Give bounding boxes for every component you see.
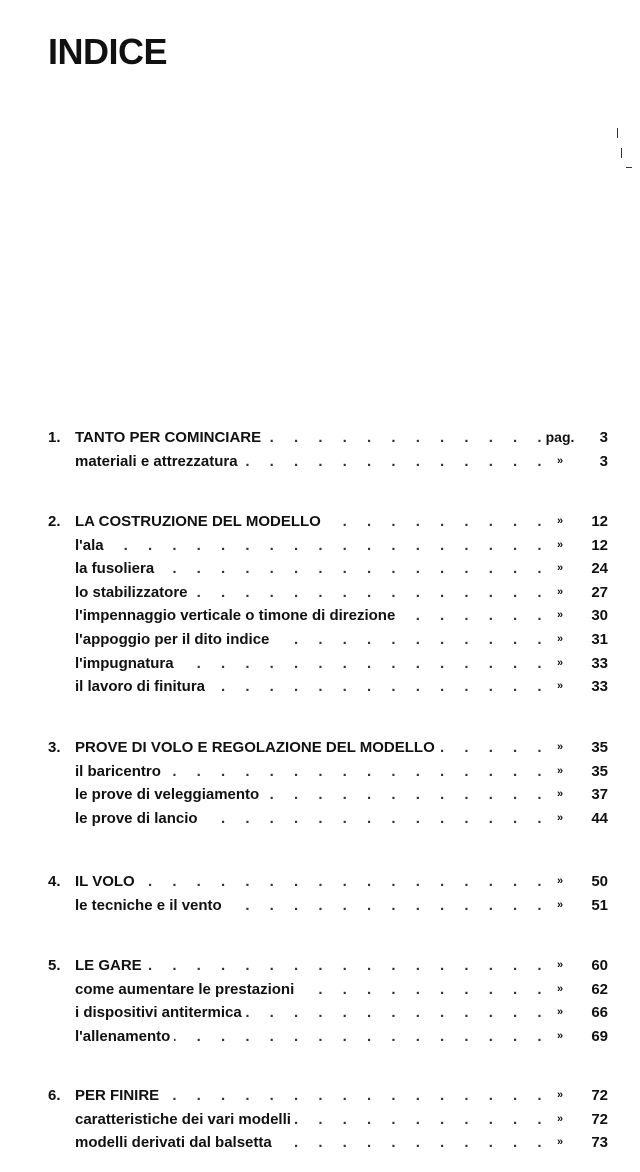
toc-entry-row[interactable]: [0, 894, 640, 918]
entry-title-text: l'appoggio per il dito indice: [75, 631, 273, 648]
page-ref-marker: »: [556, 898, 564, 911]
page-number: 60: [591, 957, 608, 974]
entry-title-text: LE GARE: [75, 957, 146, 974]
scan-mark: [621, 148, 622, 158]
entry-title: [75, 760, 545, 784]
entry-title: [75, 1131, 545, 1155]
chapter-number: 5.: [48, 957, 61, 974]
chapter-number: 3.: [48, 739, 61, 756]
page-ref-marker: »: [556, 764, 564, 777]
page-number: 31: [591, 630, 608, 648]
page-number: 37: [591, 786, 608, 804]
page-ref-marker: »: [556, 585, 564, 598]
page-ref-marker: »: [556, 609, 564, 622]
toc-chapter-row[interactable]: [0, 954, 640, 978]
page-number: 35: [591, 762, 608, 780]
page-ref-marker: »: [556, 1136, 564, 1149]
entry-title: [75, 510, 545, 534]
entry-title: [75, 557, 545, 581]
page-number: 30: [591, 607, 608, 625]
entry-title: [75, 1001, 545, 1025]
page-ref-marker: »: [556, 982, 564, 995]
entry-title-text: come aumentare le prestazioni: [75, 981, 298, 998]
page-number: 66: [591, 1004, 608, 1022]
entry-title-text: l'impugnatura: [75, 655, 178, 672]
page-ref-marker: »: [556, 959, 564, 971]
toc-entry-row[interactable]: [0, 783, 640, 807]
page-number: 27: [591, 583, 608, 601]
entry-title-text: LA COSTRUZIONE DEL MODELLO: [75, 513, 325, 530]
toc-entry-row[interactable]: [0, 557, 640, 581]
page-ref-marker: »: [556, 562, 564, 575]
entry-title-text: caratteristiche dei vari modelli: [75, 1111, 295, 1128]
toc-section: [0, 870, 640, 917]
entry-title-text: l'allenamento: [75, 1028, 174, 1045]
page-number: 72: [591, 1087, 608, 1104]
page-number: 12: [591, 536, 608, 554]
page-ref-marker: »: [556, 875, 564, 887]
entry-title: [75, 1025, 545, 1049]
page-number: 12: [591, 513, 608, 530]
entry-title-text: le prove di lancio: [75, 810, 202, 827]
entry-title: [75, 1084, 545, 1108]
scan-mark: [617, 128, 618, 138]
page-number: 69: [591, 1027, 608, 1045]
entry-title: [75, 1108, 545, 1132]
page-number: 3: [599, 429, 608, 446]
page-number: 35: [591, 739, 608, 756]
entry-title: [75, 604, 545, 628]
page-number: 50: [591, 873, 608, 890]
toc-entry-row[interactable]: [0, 1001, 640, 1025]
toc-entry-row[interactable]: [0, 628, 640, 652]
toc-entry-row[interactable]: [0, 1025, 640, 1049]
entry-title: [75, 450, 545, 474]
entry-title: [75, 675, 545, 699]
page-number: 44: [591, 809, 608, 827]
page-number: 62: [591, 980, 608, 998]
entry-title: [75, 783, 545, 807]
toc-chapter-row[interactable]: [0, 870, 640, 894]
toc-chapter-row[interactable]: [0, 426, 640, 450]
entry-title-text: IL VOLO: [75, 873, 139, 890]
toc-entry-row[interactable]: [0, 1108, 640, 1132]
entry-title-text: PER FINIRE: [75, 1087, 163, 1104]
entry-title-text: i dispositivi antitermica: [75, 1004, 246, 1021]
chapter-number: 6.: [48, 1087, 61, 1104]
page-ref-marker: »: [556, 1029, 564, 1042]
entry-title-text: modelli derivati dal balsetta: [75, 1134, 276, 1151]
toc-entry-row[interactable]: [0, 534, 640, 558]
page-ref-marker: »: [556, 811, 564, 824]
page-number: 33: [591, 654, 608, 672]
entry-title: [75, 652, 545, 676]
page-ref-marker: »: [556, 656, 564, 669]
entry-title-text: le prove di veleggiamento: [75, 786, 263, 803]
page-ref-marker: »: [556, 538, 564, 551]
page-ref-marker: »: [556, 1089, 564, 1101]
entry-title-text: la fusoliera: [75, 560, 158, 577]
chapter-number: 1.: [48, 429, 61, 446]
entry-title: [75, 870, 545, 894]
page-ref-marker: »: [556, 515, 564, 527]
entry-title-text: il baricentro: [75, 763, 165, 780]
toc-entry-row[interactable]: [0, 1131, 640, 1155]
entry-title: [75, 954, 545, 978]
chapter-number: 4.: [48, 873, 61, 890]
toc-chapter-row[interactable]: [0, 1084, 640, 1108]
page-ref-marker: »: [556, 1006, 564, 1019]
page-ref-marker: pag.: [545, 429, 575, 445]
toc-entry-row[interactable]: [0, 978, 640, 1002]
toc-chapter-row[interactable]: [0, 736, 640, 760]
entry-title-text: l'impennaggio verticale o timone di direzione: [75, 607, 399, 624]
page-number: 72: [591, 1110, 608, 1128]
entry-title-text: il lavoro di finitura: [75, 678, 209, 695]
entry-title: [75, 978, 545, 1002]
entry-title-text: TANTO PER COMINCIARE: [75, 429, 265, 446]
toc-entry-row[interactable]: [0, 807, 640, 831]
toc-chapter-row[interactable]: [0, 510, 640, 534]
page-number: 73: [591, 1134, 608, 1152]
toc-entry-row[interactable]: [0, 604, 640, 628]
toc-section: [0, 1084, 640, 1155]
scan-mark: [626, 167, 632, 168]
entry-title: [75, 628, 545, 652]
entry-title-text: PROVE DI VOLO E REGOLAZIONE DEL MODELLO: [75, 739, 439, 756]
page-number: 3: [599, 452, 608, 470]
page-ref-marker: »: [556, 788, 564, 801]
entry-title: [75, 581, 545, 605]
entry-title: [75, 426, 545, 450]
toc-section: [0, 736, 640, 830]
toc-entry-row[interactable]: [0, 760, 640, 784]
entry-title-text: materiali e attrezzatura: [75, 453, 242, 470]
toc-section: [0, 954, 640, 1048]
entry-title-text: lo stabilizzatore: [75, 584, 192, 601]
page-ref-marker: »: [556, 1112, 564, 1125]
page-title: INDICE: [48, 31, 168, 72]
entry-title-text: le tecniche e il vento: [75, 897, 226, 914]
chapter-number: 2.: [48, 513, 61, 530]
toc-section: [0, 510, 640, 699]
page-ref-marker: »: [556, 680, 564, 693]
entry-title: [75, 534, 545, 558]
toc-section: [0, 426, 640, 473]
toc-entry-row[interactable]: [0, 581, 640, 605]
entry-title: [75, 894, 545, 918]
page-ref-marker: »: [556, 741, 564, 753]
page-number: 33: [591, 678, 608, 696]
entry-title: [75, 736, 545, 760]
page-number: 51: [591, 896, 608, 914]
page-ref-marker: »: [556, 632, 564, 645]
page-number: 24: [591, 560, 608, 578]
page-ref-marker: »: [556, 454, 564, 467]
toc-entry-row[interactable]: [0, 675, 640, 699]
toc-entry-row[interactable]: [0, 652, 640, 676]
entry-title-text: l'ala: [75, 537, 108, 554]
entry-title: [75, 807, 545, 831]
toc-entry-row[interactable]: [0, 450, 640, 474]
